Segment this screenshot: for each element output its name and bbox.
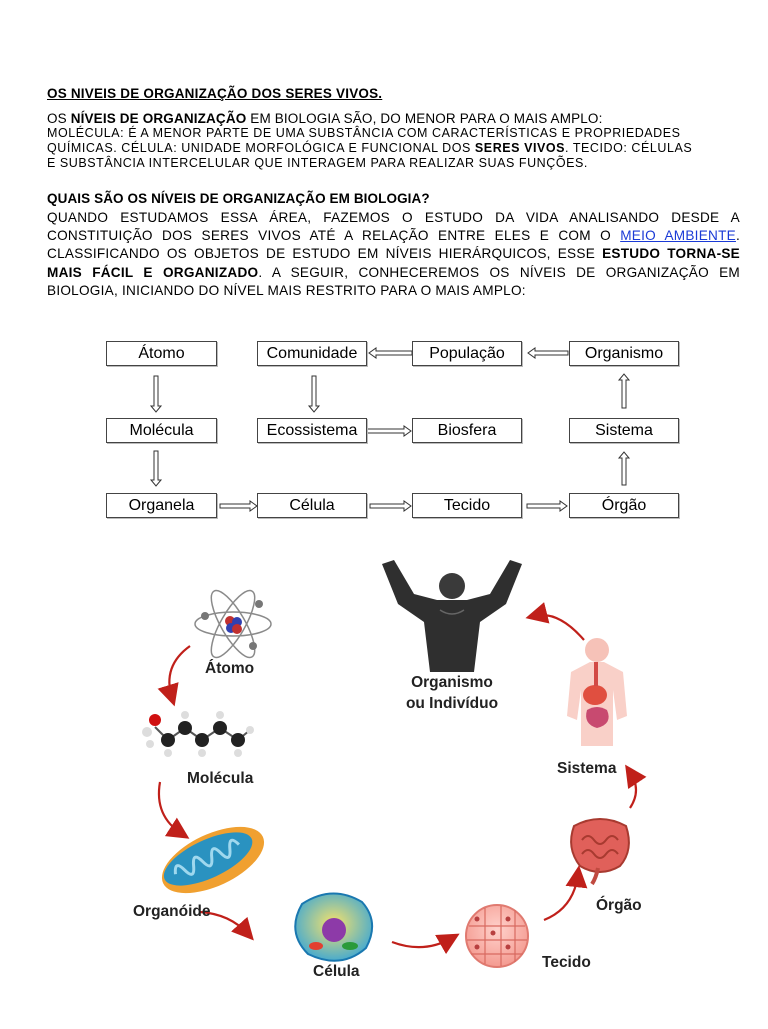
cycle-arrow-celula-tecido xyxy=(392,938,452,947)
illus-label-orgao: Órgão xyxy=(596,897,642,914)
arrow-molecula-organela xyxy=(151,451,161,486)
intro-line-4: E SUBSTÂNCIA INTERCELULAR QUE INTERAGEM PARA REALIZAR SUAS FUNÇÕES. xyxy=(47,156,588,170)
intro-line-3b: . TECIDO: CÉLULAS xyxy=(565,141,693,155)
arrow-atomo-molecula xyxy=(151,376,161,412)
cycle-arrow-molecula-organoide xyxy=(159,782,182,834)
illus-label-atomo: Átomo xyxy=(205,660,255,677)
arrow-ecossistema-biosfera xyxy=(367,426,411,436)
arrow-celula-tecido xyxy=(370,501,411,511)
fc-molecula: Molécula xyxy=(106,418,217,443)
fc-populacao: População xyxy=(412,341,522,366)
arrow-tecido-orgao xyxy=(527,501,567,511)
arrow-sistema-organismo xyxy=(619,374,629,408)
organ-icon xyxy=(571,819,629,884)
illus-label-organoide: Organóide xyxy=(133,903,211,920)
illus-label-molecula: Molécula xyxy=(187,770,254,787)
arrow-comunidade-ecossistema xyxy=(309,376,319,412)
intro-mid: EM BIOLOGIA SÃO, DO MENOR PARA O MAIS AMPLO: xyxy=(246,111,603,126)
intro-line-2: MOLÉCULA: É A MENOR PARTE DE UMA SUBSTÂNCIA COM CARACTERÍSTICAS E PROPRIEDADES xyxy=(47,126,681,140)
fc-sistema: Sistema xyxy=(569,418,679,443)
section-paragraph xyxy=(47,209,740,300)
fc-biosfera: Biosfera xyxy=(412,418,522,443)
intro-paragraph xyxy=(47,111,737,171)
section-bold: ESTUDO TORNA-SE MAIS FÁCIL E ORGANIZADO xyxy=(47,246,740,280)
cycle-arrow-atomo-molecula xyxy=(169,646,190,698)
organoid-icon xyxy=(152,813,274,907)
fc-orgao: Órgão xyxy=(569,493,679,518)
section-text-2: . CLASSIFICANDO OS OBJETOS DE ESTUDO EM NÍVEIS HIERÁRQUICOS, ESSE xyxy=(47,228,740,262)
section-text-1: QUANDO ESTUDAMOS ESSA ÁREA, FAZEMOS O ESTUDO DA VIDA ANALISANDO DESDE A CONSTITUIÇÃO DOS SERES VIVOS ATÉ A RELAÇÃO ENTRE ELES E COM O xyxy=(47,210,740,244)
illus-label-celula: Célula xyxy=(313,963,360,980)
intro-prefix: OS xyxy=(47,111,71,126)
meio-ambiente-link[interactable]: MEIO AMBIENTE xyxy=(620,228,736,244)
fc-comunidade: Comunidade xyxy=(257,341,367,366)
cycle-arrow-sistema-orgao xyxy=(630,772,636,808)
page-title: OS NIVEIS DE ORGANIZAÇÃO DOS SERES VIVOS. xyxy=(47,86,383,101)
fc-ecossistema: Ecossistema xyxy=(257,418,367,443)
cycle-arrow-tecido-orgao xyxy=(544,874,578,920)
intro-bold-seres-vivos: SERES VIVOS xyxy=(474,141,566,155)
illus-label-organismo xyxy=(392,672,512,714)
levels-flowchart xyxy=(0,330,768,530)
fc-atomo: Átomo xyxy=(106,341,217,366)
levels-illustration xyxy=(0,560,768,1024)
atom-icon xyxy=(195,585,271,663)
section-text-3: . A SEGUIR, CONHECEREMOS OS NÍVEIS DE ORGANIZAÇÃO EM BIOLOGIA, INICIANDO DO NÍVEL MAIS RESTRITO PARA O MAIS AMPLO: xyxy=(47,264,741,298)
arrow-populacao-comunidade xyxy=(369,348,412,358)
illus-label-organismo-line1: Organismo xyxy=(411,674,493,691)
illus-label-organismo-line2: ou Indivíduo xyxy=(405,695,499,712)
system-body-icon xyxy=(567,638,627,746)
tissue-icon xyxy=(466,905,528,967)
cell-icon xyxy=(295,893,372,960)
fc-organela: Organela xyxy=(106,493,217,518)
arrow-organismo-populacao xyxy=(528,348,568,358)
fc-tecido: Tecido xyxy=(412,493,522,518)
section-heading: QUAIS SÃO OS NÍVEIS DE ORGANIZAÇÃO EM BIOLOGIA? xyxy=(47,191,430,206)
molecule-icon xyxy=(142,711,254,757)
illustration-graphics xyxy=(0,560,768,1024)
intro-line-3a: QUÍMICAS. CÉLULA: UNIDADE MORFOLÓGICA E FUNCIONAL DOS xyxy=(47,141,475,155)
illus-label-tecido: Tecido xyxy=(542,954,591,971)
fc-organismo: Organismo xyxy=(569,341,679,366)
intro-bold-term: NÍVEIS DE ORGANIZAÇÃO xyxy=(70,111,247,126)
organism-icon xyxy=(382,560,522,672)
cycle-arrow-sistema-organismo xyxy=(534,615,584,640)
arrow-organela-celula xyxy=(220,501,257,511)
arrow-orgao-sistema xyxy=(619,452,629,485)
illus-label-sistema: Sistema xyxy=(557,760,617,777)
fc-celula: Célula xyxy=(257,493,367,518)
